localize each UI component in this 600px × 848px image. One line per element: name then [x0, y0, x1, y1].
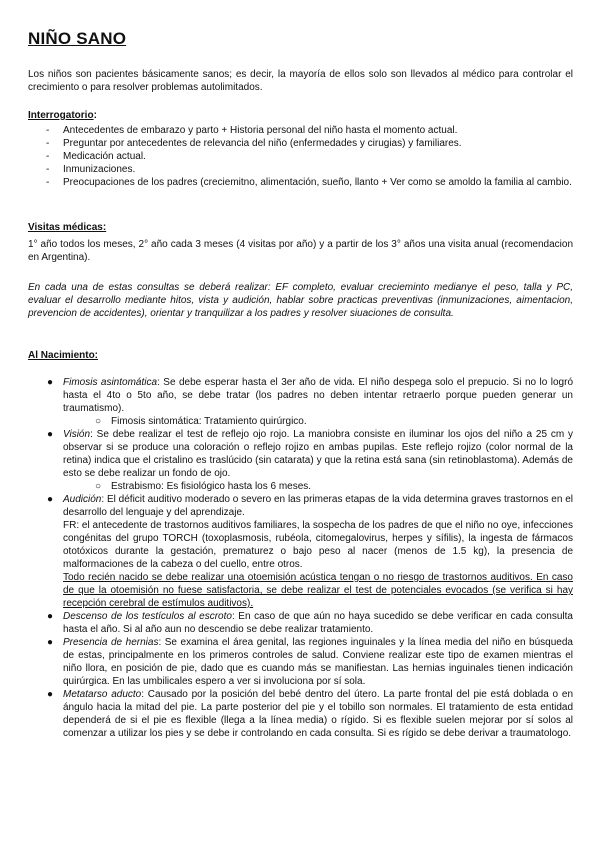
visitas-paragraph: 1° año todos los meses, 2° año cada 3 meses (4 visitas por año) y a partir de los 3° años una visita anual (recomendacion en Argentina). [28, 239, 573, 263]
interrogatorio-heading-text: Interrogatorio [28, 110, 94, 121]
bullet-icon: ● [47, 611, 54, 622]
item-text: : Causado por la posición del bebé dentro del útero. La parte frontal del pie está doblada o en ángulo hacia la mitad del pie. La parte posterior del pie y el tobillo son normales. El tratamiento de esta entidad dependerá de si el pie es flexible (llega a la línea media) o rígido. Si es flexible suelen mejorar por sí solos al comenzar a utilizar los pies y se debe ir controlando en cada consulta. Si es rígido se debe derivar a traumatologo. [63, 689, 574, 739]
item-label: Fimosis asintomática [63, 377, 158, 388]
bullet-icon: ● [47, 429, 54, 440]
nacimiento-list [46, 376, 573, 740]
item-text: : Se debe esperar hasta el 3er año de vida. El niño despega solo el prepucio. Si no lo logró hasta el 4to o 5to año, se debe tratar (los padres no deben intentar retraerlo porque pueden generar un traumatismo). [63, 377, 574, 414]
item-text: : Se debe realizar el test de reflejo ojo rojo. La maniobra consiste en iluminar los ojos del niño a 25 cm y observar si se produce una coloración o reflejo rojizo en ambas pupilas. Este reflejo rojizo (color normal de la retina) indica que el cristalino es traslúcido (sin catarata) y que la retina está sana (sin retinoblastoma). Además de esto se debe realizar un fondo de ojo. [63, 429, 573, 479]
interrogatorio-heading [28, 110, 97, 121]
item-text: : Se examina el área genital, las regiones inguinales y la línea media del niño en búsqueda de estas, principalmente en los primeros controles de salud. Conviene realizar este tipo de examen mientras el niño llora, en posición de pie, dado que es cuando más se manifiestan. Las hernias inguinales tienen indicación quirúrgica. En las umbilicales espero a ver si involuciona por sí sola. [63, 637, 573, 687]
bullet-icon: ● [47, 377, 54, 388]
intro-paragraph: Los niños son pacientes básicamente sanos; es decir, la mayoría de ellos solo son llevados al médico para controlar el crecimiento o para resolver problemas autolimitados. [28, 69, 573, 93]
list-item-testiculos [46, 610, 573, 636]
list-item: - Antecedentes de embarazo y parto + Historia personal del niño hasta el momento actual. [46, 124, 573, 137]
item-text: : En caso de que aún no haya sucedido se debe verificar en cada consulta hasta el año. Si al año aun no descendio se debe realizar tratamiento. [63, 611, 573, 635]
list-item: - Medicación actual. [46, 150, 573, 163]
interrogatorio-list [46, 124, 573, 189]
bullet-icon: ● [47, 494, 54, 505]
sub-item [95, 415, 573, 428]
otoemision-note: Todo recién nacido se debe realizar una otoemisión acústica tengan o no riesgo de trastornos auditivos. En caso de que la otoemisión no fuese satisfactoria, se debe realizar el test de potenciales evocados (se verifica si hay recepción cerebral de estímulos auditivos). [63, 572, 573, 609]
bullet-icon: ● [47, 637, 54, 648]
sub-item-text: Fimosis sintomática: Tratamiento quirúrgico. [111, 416, 307, 427]
list-item-hernias [46, 636, 573, 688]
list-item-fimosis [46, 376, 573, 428]
list-item: - Inmunizaciones. [46, 163, 573, 176]
sub-item [95, 480, 573, 493]
page-title: NIÑO SANO [28, 29, 127, 48]
circle-bullet-icon: ○ [95, 416, 102, 427]
item-label: Audición [63, 494, 102, 505]
nacimiento-heading: Al Nacimiento: [28, 350, 99, 361]
risk-factors-text: FR: el antecedente de trastornos auditivos familiares, la sospecha de los padres de que el niño no oye, infecciones congénitas del grupo TORCH (toxoplasmosis, rubéola, citomegalovirus, herpes y sífilis), la ingesta de fármacos ototóxicos durante la gestación, prematurez o bajo peso al nacer (menos de 1.5 kg), la presencia de malformaciones de la cabeza o del cuello, entre otros. [63, 520, 573, 570]
list-item: - Preguntar por antecedentes de relevancia del niño (enfermedades y cirugias) y familiares. [46, 137, 573, 150]
item-label: Presencia de hernias [63, 637, 159, 648]
list-item: - Preocupaciones de los padres (creciemitno, alimentación, sueño, llanto + Ver como se amoldo la familia al cambio. [46, 176, 573, 189]
list-item-vision [46, 428, 573, 493]
item-label: Visión [63, 429, 91, 440]
consulta-paragraph: En cada una de estas consultas se deberá realizar: EF completo, evaluar crecieminto medianye el peso, talla y PC, evaluar el desarrollo mediante hitos, vista y audición, hablar sobre practicas preventivas (inmunizaciones, aimentacion, prevencion de accidentes), orientar y tranquilizar a los padres y resolver siuaciones de consulta. [28, 282, 573, 319]
sub-item-text: Estrabismo: Es fisiológico hasta los 6 meses. [111, 481, 312, 492]
list-item-metatarso [46, 688, 573, 740]
item-label: Metatarso aducto [63, 689, 142, 700]
item-label: Descenso de los testículos al escroto [63, 611, 232, 622]
circle-bullet-icon: ○ [95, 481, 102, 492]
interrogatorio-heading-colon: : [93, 110, 97, 121]
bullet-icon: ● [47, 689, 54, 700]
list-item-audicion [46, 493, 573, 610]
item-text: : El déficit auditivo moderado o severo en las primeras etapas de la vida determina graves trastornos en el desarrollo del lenguaje y del aprendizaje. [63, 494, 573, 518]
visitas-heading: Visitas médicas: [28, 222, 107, 233]
